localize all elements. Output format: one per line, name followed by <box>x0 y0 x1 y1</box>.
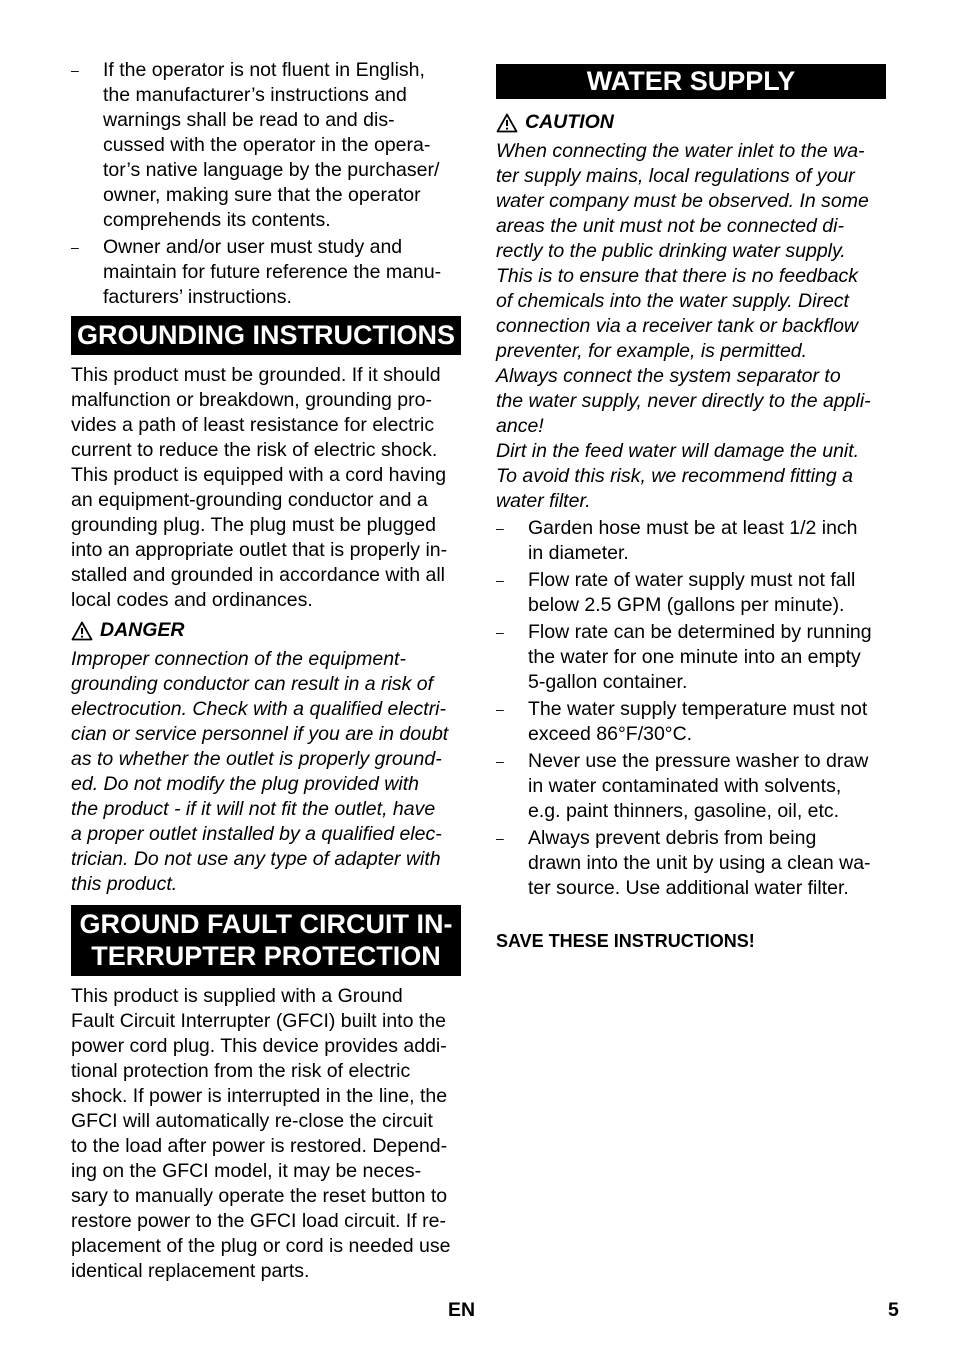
list-item-line: tor’s native language by the purchaser/ <box>103 159 440 181</box>
danger-text <box>71 647 461 897</box>
dash-bullet-icon: – <box>496 701 504 717</box>
text-line: restore power to the GFCI load circuit. If re- <box>71 1210 446 1232</box>
page-number: 5 <box>888 1299 899 1321</box>
list-item-line: Always prevent debris from being <box>528 827 817 849</box>
list-item-line: the manufacturer’s instructions and <box>103 84 407 106</box>
text-line: power cord plug. This device provides addi- <box>71 1035 447 1057</box>
text-line: TERRUPTER PROTECTION <box>91 941 441 971</box>
intro-bullet-list <box>71 58 461 310</box>
list-item-line: the water for one minute into an empty <box>528 646 861 668</box>
dash-bullet-icon: – <box>496 520 504 536</box>
water-supply-bullet-list <box>496 516 886 901</box>
text-line: ance! <box>496 415 544 437</box>
list-item-line: drawn into the unit by using a clean wa- <box>528 852 871 874</box>
text-line: This product is equipped with a cord having <box>71 464 447 486</box>
list-item-line: Owner and/or user must study and <box>103 236 403 258</box>
text-line: Improper connection of the equipment- <box>71 648 406 670</box>
caution-label: CAUTION <box>496 110 886 135</box>
list-item-line: comprehends its contents. <box>103 209 331 231</box>
text-line: GFCI will automatically re-close the circuit <box>71 1110 433 1132</box>
caution-text <box>496 139 886 514</box>
grounding-instructions-heading: GROUNDING INSTRUCTIONS <box>71 316 461 355</box>
warning-triangle-icon <box>71 621 93 641</box>
text-line: placement of the plug or cord is needed use <box>71 1235 451 1257</box>
left-column <box>71 58 461 1284</box>
list-item-line: Flow rate of water supply must not fall <box>528 569 856 591</box>
text-line: rectly to the public drinking water supply. <box>496 240 846 262</box>
water-supply-heading: WATER SUPPLY <box>496 64 886 99</box>
list-item-line: The water supply temperature must not <box>528 698 868 720</box>
list-item-line: facturers’ instructions. <box>103 286 292 308</box>
text-line: the product - if it will not fit the outlet, have <box>71 798 436 820</box>
text-line: the water supply, never directly to the appli- <box>496 390 871 412</box>
list-item-line: ter source. Use additional water filter. <box>528 877 849 899</box>
language-label: EN <box>448 1299 476 1321</box>
text-line: a proper outlet installed by a qualified elec- <box>71 823 442 845</box>
list-item <box>496 697 886 747</box>
text-line: grounding plug. The plug must be plugged <box>71 514 436 536</box>
list-item <box>496 568 886 618</box>
text-line: ed. Do not modify the plug provided with <box>71 773 419 795</box>
text-line: This is to ensure that there is no feedback <box>496 265 859 287</box>
list-item <box>71 58 461 233</box>
text-line: current to reduce the risk of electric shock. <box>71 439 438 461</box>
list-item-line: e.g. paint thinners, gasoline, oil, etc. <box>528 800 840 822</box>
text-line: vides a path of least resistance for electric <box>71 414 435 436</box>
text-line: of chemicals into the water supply. Direct <box>496 290 849 312</box>
save-instructions: SAVE THESE INSTRUCTIONS! <box>496 931 755 951</box>
text-line: This product is supplied with a Ground <box>71 985 403 1007</box>
text-line: local codes and ordinances. <box>71 589 313 611</box>
list-item-line: Never use the pressure washer to draw <box>528 750 869 772</box>
gfci-heading <box>71 905 461 976</box>
text-line: ter supply mains, local regulations of your <box>496 165 855 187</box>
warning-triangle-icon <box>496 113 518 133</box>
list-item-line: exceed 86°F/30°C. <box>528 723 693 745</box>
list-item-line: 5-gallon container. <box>528 671 688 693</box>
list-item-line: owner, making sure that the operator <box>103 184 421 206</box>
dash-bullet-icon: – <box>496 624 504 640</box>
text-line: This product must be grounded. If it should <box>71 364 441 386</box>
text-line: into an appropriate outlet that is properly in- <box>71 539 448 561</box>
text-line: to the load after power is restored. Depend- <box>71 1135 448 1157</box>
dash-bullet-icon: – <box>496 830 504 846</box>
dash-bullet-icon: – <box>496 753 504 769</box>
list-item-line: maintain for future reference the manu- <box>103 261 442 283</box>
list-item-line: warnings shall be read to and dis- <box>103 109 395 131</box>
text-line: Fault Circuit Interrupter (GFCI) built into the <box>71 1010 446 1032</box>
text-line: identical replacement parts. <box>71 1260 310 1282</box>
text-line: connection via a receiver tank or backflow <box>496 315 859 337</box>
list-item-line: cussed with the operator in the opera- <box>103 134 431 156</box>
text-line: as to whether the outlet is properly ground- <box>71 748 442 770</box>
text-line: preventer, for example, is permitted. <box>496 340 808 362</box>
text-line: water company must be observed. In some <box>496 190 869 212</box>
text-line: GROUND FAULT CIRCUIT IN- <box>79 909 453 939</box>
danger-label: DANGER <box>71 618 461 643</box>
text-line: tional protection from the risk of electric <box>71 1060 411 1082</box>
list-item <box>496 826 886 901</box>
text-line: stalled and grounded in accordance with all <box>71 564 445 586</box>
grounding-body <box>71 363 461 613</box>
text-line: an equipment-grounding conductor and a <box>71 489 428 511</box>
list-item <box>496 620 886 695</box>
list-item-line: in diameter. <box>528 542 629 564</box>
gfci-body <box>71 984 461 1284</box>
text-line: cian or service personnel if you are in doubt <box>71 723 449 745</box>
dash-bullet-icon: – <box>496 572 504 588</box>
list-item-line: Flow rate can be determined by running <box>528 621 872 643</box>
text-line: this product. <box>71 873 178 895</box>
list-item-line: below 2.5 GPM (gallons per minute). <box>528 594 845 616</box>
text-line: water filter. <box>496 490 591 512</box>
text-line: malfunction or breakdown, grounding pro- <box>71 389 432 411</box>
text-line: ing on the GFCI model, it may be neces- <box>71 1160 422 1182</box>
list-item-line: Garden hose must be at least 1/2 inch <box>528 517 858 539</box>
text-line: When connecting the water inlet to the wa- <box>496 140 865 162</box>
text-line: trician. Do not use any type of adapter with <box>71 848 441 870</box>
text-line: electrocution. Check with a qualified electri- <box>71 698 447 720</box>
text-line: Dirt in the feed water will damage the unit. <box>496 440 860 462</box>
text-line: To avoid this risk, we recommend fitting a <box>496 465 853 487</box>
text-line: grounding conductor can result in a risk of <box>71 673 434 695</box>
text-line: Always connect the system separator to <box>496 365 841 387</box>
list-item <box>71 235 461 310</box>
right-column <box>496 64 886 954</box>
list-item-line: If the operator is not fluent in English, <box>103 59 425 81</box>
text-line: sary to manually operate the reset button to <box>71 1185 448 1207</box>
dash-bullet-icon: – <box>71 62 79 78</box>
text-line: areas the unit must not be connected di- <box>496 215 844 237</box>
list-item-line: in water contaminated with solvents, <box>528 775 842 797</box>
text-line: shock. If power is interrupted in the line, the <box>71 1085 448 1107</box>
list-item <box>496 749 886 824</box>
list-item <box>496 516 886 566</box>
dash-bullet-icon: – <box>71 239 79 255</box>
